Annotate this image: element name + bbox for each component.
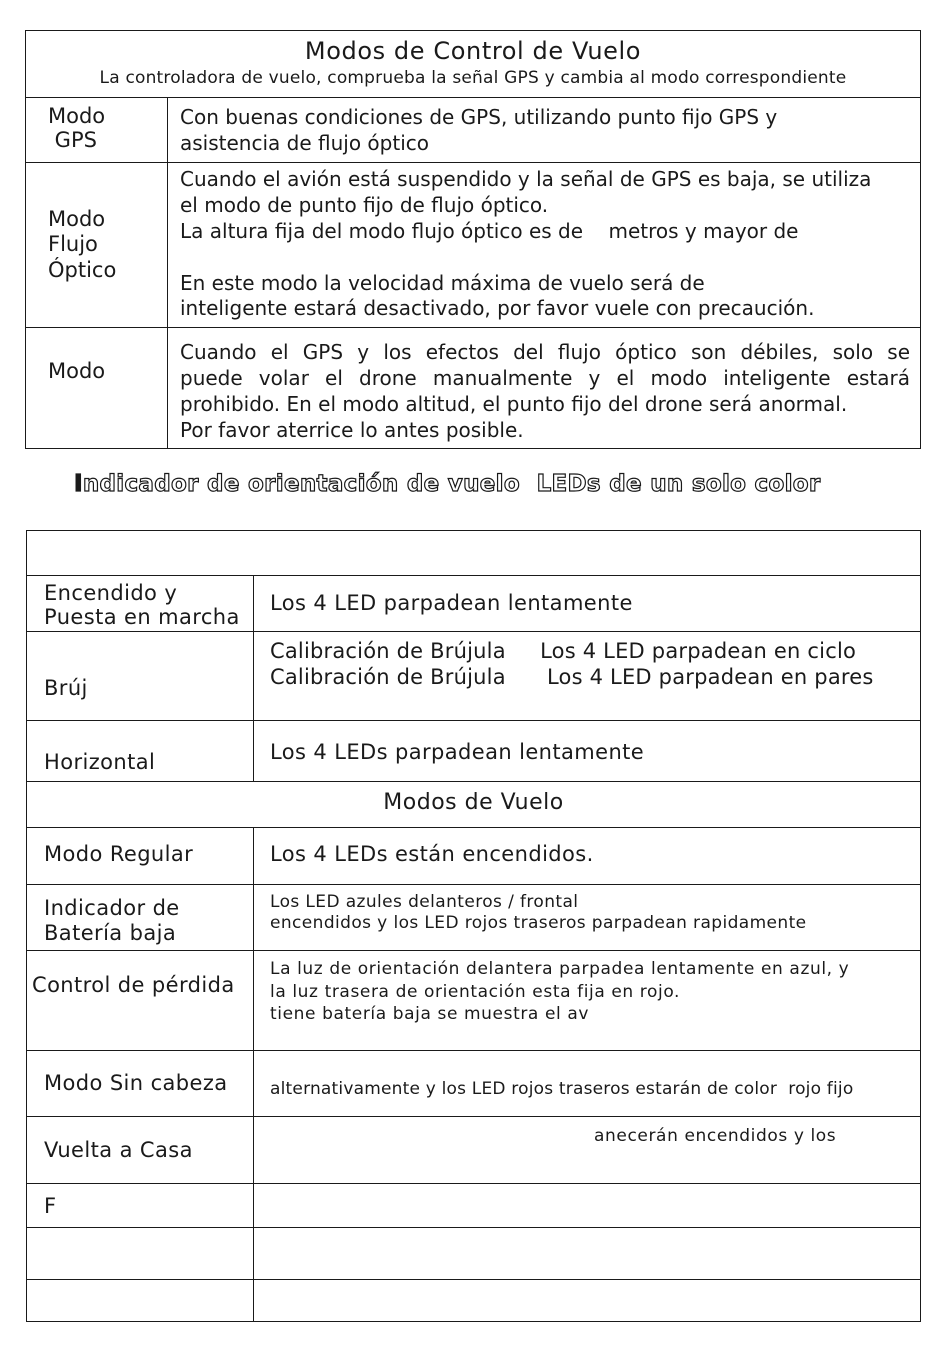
- table2-column-divider: [253, 575, 254, 781]
- flight-mode-label: Modo Sin cabeza: [44, 1071, 228, 1095]
- mode-description: La altura fija del modo flujo óptico es de metros y mayor de: [180, 219, 799, 243]
- flight-mode-label: Batería baja: [44, 921, 177, 945]
- table2-divider: [26, 884, 921, 885]
- table1-divider: [25, 97, 921, 98]
- flight-mode-description: La luz de orientación delantera parpadea lentamente en azul, y: [270, 959, 850, 979]
- table1-divider: [25, 162, 921, 163]
- flight-modes-title: Modos de Vuelo: [383, 790, 564, 815]
- mode-description: prohibido. En el modo altitud, el punto fijo del drone será anormal.: [180, 392, 848, 416]
- table1-title: Modos de Control de Vuelo: [304, 37, 642, 65]
- flight-mode-label: F: [44, 1194, 57, 1218]
- mode-label: Flujo: [48, 232, 98, 256]
- flight-mode-description: Los LED azules delanteros / frontal: [270, 892, 579, 912]
- table1-divider: [25, 327, 921, 328]
- table2-divider: [26, 1183, 921, 1184]
- flight-mode-label: Vuelta a Casa: [44, 1138, 193, 1162]
- table2-divider: [26, 781, 921, 782]
- table1-column-divider: [167, 97, 168, 449]
- table2-divider: [26, 575, 921, 576]
- table2-divider: [26, 631, 921, 632]
- status-description: Los 4 LED parpadean lentamente: [270, 591, 633, 615]
- flight-mode-description: la luz trasera de orientación esta fija en rojo.: [270, 982, 681, 1002]
- mode-description: puede volar el drone manualmente y el modo inteligente estará: [180, 366, 910, 390]
- mode-description: asistencia de flujo óptico: [180, 131, 429, 155]
- table2-divider: [26, 950, 921, 951]
- mode-description: inteligente estará desactivado, por favor vuele con precaución.: [180, 296, 815, 320]
- table2-divider: [26, 1116, 921, 1117]
- flight-mode-description: alternativamente y los LED rojos traseros estarán de color rojo fijo: [270, 1079, 854, 1099]
- flight-mode-description: encendidos y los LED rojos traseros parpadean rapidamente: [270, 913, 807, 933]
- flight-mode-label: Indicador de: [44, 896, 180, 920]
- mode-description: Por favor aterrice lo antes posible.: [180, 418, 524, 442]
- mode-description: Con buenas condiciones de GPS, utilizando punto fijo GPS y: [180, 105, 778, 129]
- status-label: Puesta en marcha: [44, 605, 240, 629]
- mode-description: En este modo la velocidad máxima de vuelo será de: [180, 271, 705, 295]
- mode-label: Modo: [48, 359, 106, 383]
- section-heading-text: ndicador de orientación de vuelo LEDs de un solo color: [82, 471, 821, 497]
- table2-column-divider: [253, 827, 254, 1322]
- mode-description: Cuando el GPS y los efectos del flujo óptico son débiles, solo se: [180, 340, 910, 364]
- mode-label: Óptico: [48, 258, 117, 282]
- flight-mode-description: anecerán encendidos y los: [594, 1126, 837, 1146]
- flight-mode-label: Control de pérdida: [32, 973, 235, 997]
- mode-description: Cuando el avión está suspendido y la señal de GPS es baja, se utiliza: [180, 167, 872, 191]
- flight-mode-description: Los 4 LEDs están encendidos.: [270, 842, 594, 866]
- table2-divider: [26, 1050, 921, 1051]
- table2-divider: [26, 827, 921, 828]
- status-description: Los 4 LEDs parpadean lentamente: [270, 740, 645, 764]
- table2-divider: [26, 1227, 921, 1228]
- status-label: Brúj: [44, 676, 88, 700]
- status-label: Encendido y: [44, 581, 178, 605]
- mode-label: GPS: [48, 128, 97, 152]
- status-description: Calibración de Brújula Los 4 LED parpadean en ciclo: [270, 639, 857, 663]
- mode-description: el modo de punto fijo de flujo óptico.: [180, 193, 549, 217]
- mode-label: Modo: [48, 207, 106, 231]
- table2-divider: [26, 1279, 921, 1280]
- status-description: Calibración de Brújula Los 4 LED parpadean en pares: [270, 665, 874, 689]
- mode-label: Modo: [48, 104, 106, 128]
- section-heading-initial: I: [74, 471, 83, 497]
- table2-divider: [26, 720, 921, 721]
- flight-mode-description: tiene batería baja se muestra el av: [270, 1004, 590, 1024]
- flight-mode-label: Modo Regular: [44, 842, 194, 866]
- status-label: Horizontal: [44, 750, 156, 774]
- table1-subtitle: La controladora de vuelo, comprueba la señal GPS y cambia al modo correspondiente: [99, 68, 847, 88]
- section-heading: [74, 471, 821, 497]
